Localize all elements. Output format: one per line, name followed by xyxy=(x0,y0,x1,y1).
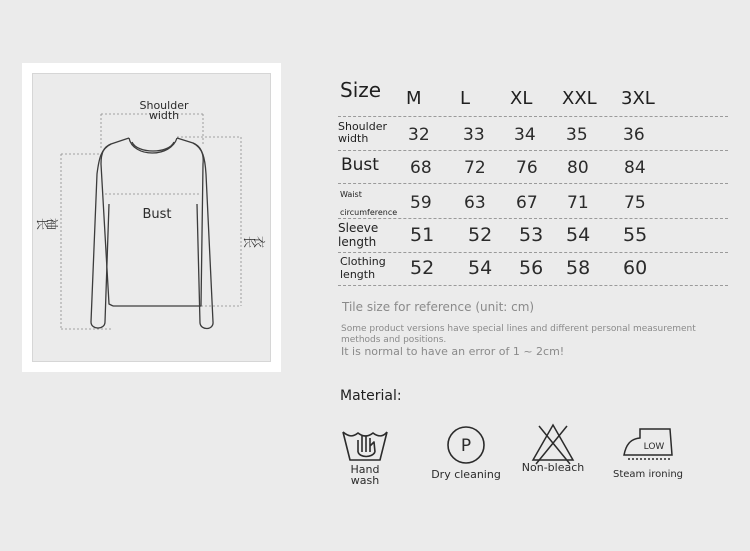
care-label: Dry cleaning xyxy=(431,468,501,481)
care-dry-cleaning xyxy=(428,424,504,480)
care-non-bleach xyxy=(517,422,589,473)
tile-size-note: Tile size for reference (unit: cm) xyxy=(342,300,535,314)
table-cell: 34 xyxy=(514,125,536,145)
care-label: Hand wash xyxy=(350,463,380,487)
row-label: Bust xyxy=(341,155,379,175)
table-divider xyxy=(338,116,728,117)
table-cell: 72 xyxy=(464,158,486,178)
size-xxl: XXL xyxy=(562,88,597,109)
table-cell: 55 xyxy=(623,224,648,246)
table-divider xyxy=(338,218,728,219)
diagram-frame xyxy=(32,73,271,362)
shoulder-width-label: Shoulder width xyxy=(139,99,189,122)
hand-wash-icon xyxy=(340,422,390,464)
error-note: It is normal to have an error of 1 ~ 2cm! xyxy=(341,345,565,358)
table-cell: 54 xyxy=(468,257,493,279)
size-l: L xyxy=(460,88,471,109)
care-steam-ironing xyxy=(608,425,688,480)
table-cell: 67 xyxy=(516,193,538,213)
size-3xl: 3XL xyxy=(621,88,655,109)
care-label: Non-bleach xyxy=(521,461,585,474)
table-row-shoulder-width xyxy=(338,120,730,150)
clothing-length-label: 衣长 xyxy=(242,235,266,248)
non-bleach-icon xyxy=(530,422,576,466)
table-row-sleeve-length xyxy=(338,220,730,252)
material-title: Material: xyxy=(340,388,402,404)
table-divider xyxy=(338,252,728,253)
row-label: Waist circumference xyxy=(340,190,398,217)
table-cell: 32 xyxy=(408,125,430,145)
table-cell: 56 xyxy=(519,257,544,279)
table-divider xyxy=(338,285,728,286)
versions-note: Some product versions have special lines and different personal measurement methods and positions. xyxy=(341,324,696,345)
size-xl: XL xyxy=(510,88,533,109)
table-cell: 76 xyxy=(516,158,538,178)
table-cell: 80 xyxy=(567,158,589,178)
table-row-bust xyxy=(338,154,730,184)
svg-text:P: P xyxy=(460,436,472,456)
table-row-waist xyxy=(338,186,730,218)
sweater-diagram-panel xyxy=(22,63,281,372)
table-cell: 63 xyxy=(464,193,486,213)
size-title: Size xyxy=(340,78,382,102)
table-cell: 51 xyxy=(410,224,435,246)
table-cell: 68 xyxy=(410,158,432,178)
table-divider xyxy=(338,183,728,184)
bust-label: Bust xyxy=(142,207,172,222)
table-divider xyxy=(338,150,728,151)
table-cell: 58 xyxy=(566,257,591,279)
table-cell: 75 xyxy=(624,193,646,213)
table-cell: 35 xyxy=(566,125,588,145)
steam-ironing-icon xyxy=(620,425,676,463)
table-cell: 60 xyxy=(623,257,648,279)
table-row-clothing-length xyxy=(338,254,730,286)
table-cell: 52 xyxy=(410,257,435,279)
size-m: M xyxy=(406,88,422,109)
table-cell: 36 xyxy=(623,125,645,145)
dry-cleaning-icon xyxy=(445,424,487,466)
table-cell: 33 xyxy=(463,125,485,145)
sleeve-length-label: 袖长 xyxy=(35,217,59,230)
table-cell: 52 xyxy=(468,224,493,246)
care-hand-wash xyxy=(337,422,393,486)
table-cell: 54 xyxy=(566,224,591,246)
table-cell: 71 xyxy=(567,193,589,213)
table-cell: 84 xyxy=(624,158,646,178)
table-cell: 53 xyxy=(519,224,544,246)
iron-temp-text: LOW xyxy=(643,442,665,452)
table-cell: 59 xyxy=(410,193,432,213)
row-label: Clothing length xyxy=(340,255,386,281)
care-label: Steam ironing xyxy=(612,469,684,480)
row-label: Sleeve length xyxy=(338,221,379,249)
row-label: Shoulder width xyxy=(338,120,387,145)
